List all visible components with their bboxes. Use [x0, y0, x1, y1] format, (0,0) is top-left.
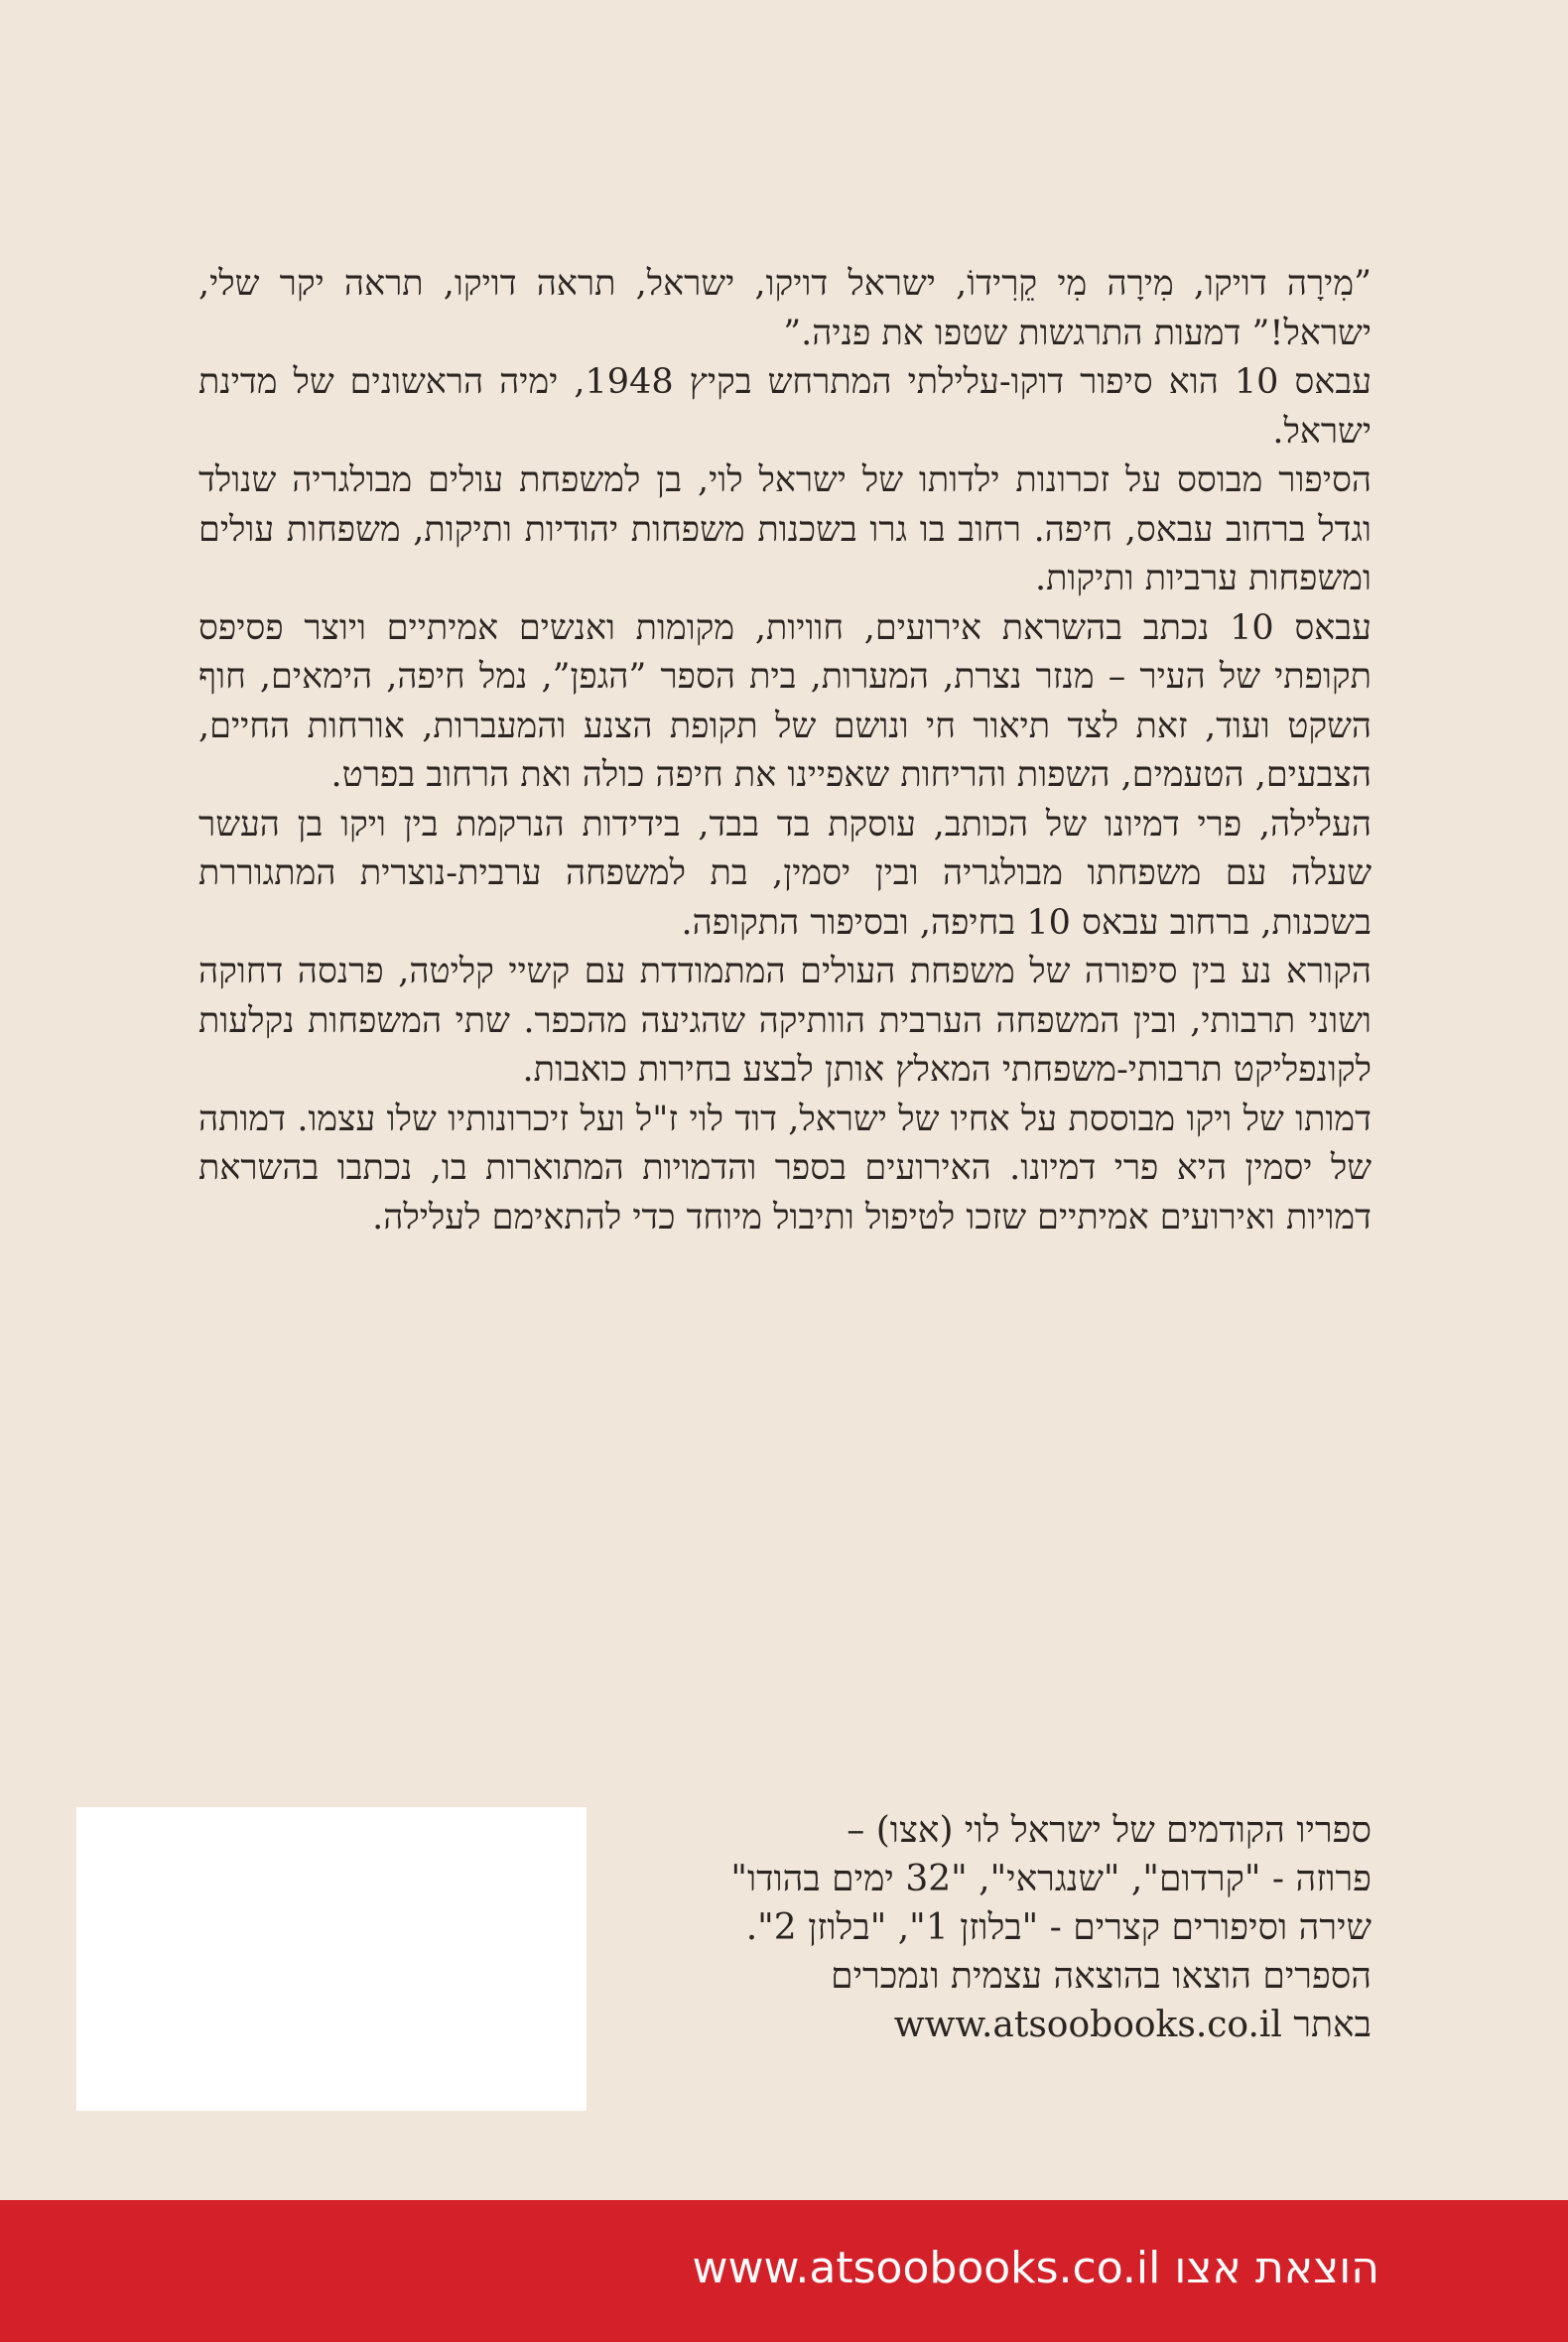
blurb-paragraph-7: דמותו של ויקו מבוססת על אחיו של ישראל, דוד לוי ז"ל ועל זיכרונותיו שלו עצמו. דמותה של יסמין היא פרי דמיונו. האירועים בספר והדמויות המתוארות בו, נכתבו בהשראת דמויות ואירועים אמיתיים שזכו לטיפול ותיבול מיוחד כדי להתאימם לעלילה.	[198, 1099, 1372, 1237]
blurb-paragraph-6: הקורא נע בין סיפורה של משפחת העולים המתמודדת עם קשיי קליטה, פרנסה דחוקה ושוני תרבותי, ובין המשפחה הערבית הוותיקה שהגיעה מהכפר. שתי המשפחות נקלעות לקונפליקט תרבותי-משפחתי המאלץ אותן לבצע בחירות כואבות.	[198, 952, 1372, 1090]
blurb-paragraph-3: הסיפור מבוסס על זכרונות ילדותו של ישראל לוי, בן למשפחת עולים מבולגריה שנולד וגדל ברחוב עבאס, חיפה. רחוב בו גרו בשכנות משפחות יהודיות ותיקות, משפחות עולים ומשפחות ערביות ותיקות.	[198, 460, 1372, 598]
footer-publisher-name: הוצאת אצו	[1174, 2243, 1379, 2293]
barcode-placeholder-box	[76, 1807, 587, 2111]
blurb-paragraph-1: ”מִירָה דויקו, מִירָה מִי קֵרִידוֹ, ישראל דויקו, ישראל, תראה דויקו, תראה יקר שלי, ישראל!” דמעות התרגשות שטפו את פניה.”	[198, 264, 1372, 353]
blurb-paragraph-2: עבאס 10 הוא סיפור דוקו-עלילתי המתרחש בקיץ 1948, ימיה הראשונים של מדינת ישראל.	[198, 362, 1372, 452]
previous-books-heading: ספריו הקודמים של ישראל לוי (אצו) –	[847, 1810, 1372, 1851]
footer-website-link[interactable]: www.atsoobooks.co.il	[692, 2243, 1161, 2293]
back-cover-blurb	[198, 260, 1372, 1242]
blurb-paragraph-4: עבאס 10 נכתב בהשראת אירועים, חוויות, מקומות ואנשים אמיתיים ויוצר פסיפס תקופתי של העיר – מנזר נצרת, המערות, בית הספר ”הגפן”, נמל חיפה, הימאים, חוף השקט ועוד, זאת לצד תיאור חי ונושם של תקופת הצנע והמעברות, אורחות החיים, הצבעים, הטעמים, השפות והריחות שאפיינו את חיפה כולה ואת הרחוב בפרט.	[198, 607, 1372, 795]
previous-books-poetry: שירה וסיפורים קצרים - "בלוזן 1", "בלוזן 2".	[745, 1907, 1372, 1948]
footer-publisher-line	[693, 2197, 1380, 2339]
previous-books-info	[635, 1806, 1372, 2049]
previous-books-prose: פרוזה - "קרדום", "שנגראי", "32 ימים בהודו"	[730, 1859, 1372, 1899]
previous-books-site-prefix: באתר	[1293, 2005, 1372, 2045]
previous-books-site-link[interactable]: www.atsoobooks.co.il	[893, 2005, 1282, 2045]
blurb-paragraph-5: העלילה, פרי דמיונו של הכותב, עוסקת בד בבד, בידידות הנרקמת בין ויקו בן העשר שעלה עם משפחתו מבולגריה ובין יסמין, בת למשפחה ערבית-נוצרית המתגוררת בשכנות, ברחוב עבאס 10 בחיפה, ובסיפור התקופה.	[198, 804, 1372, 943]
previous-books-site-line	[635, 2001, 1372, 2049]
previous-books-selfpublished: הספרים הוצאו בהוצאה עצמית ונמכרים	[831, 1956, 1372, 1997]
